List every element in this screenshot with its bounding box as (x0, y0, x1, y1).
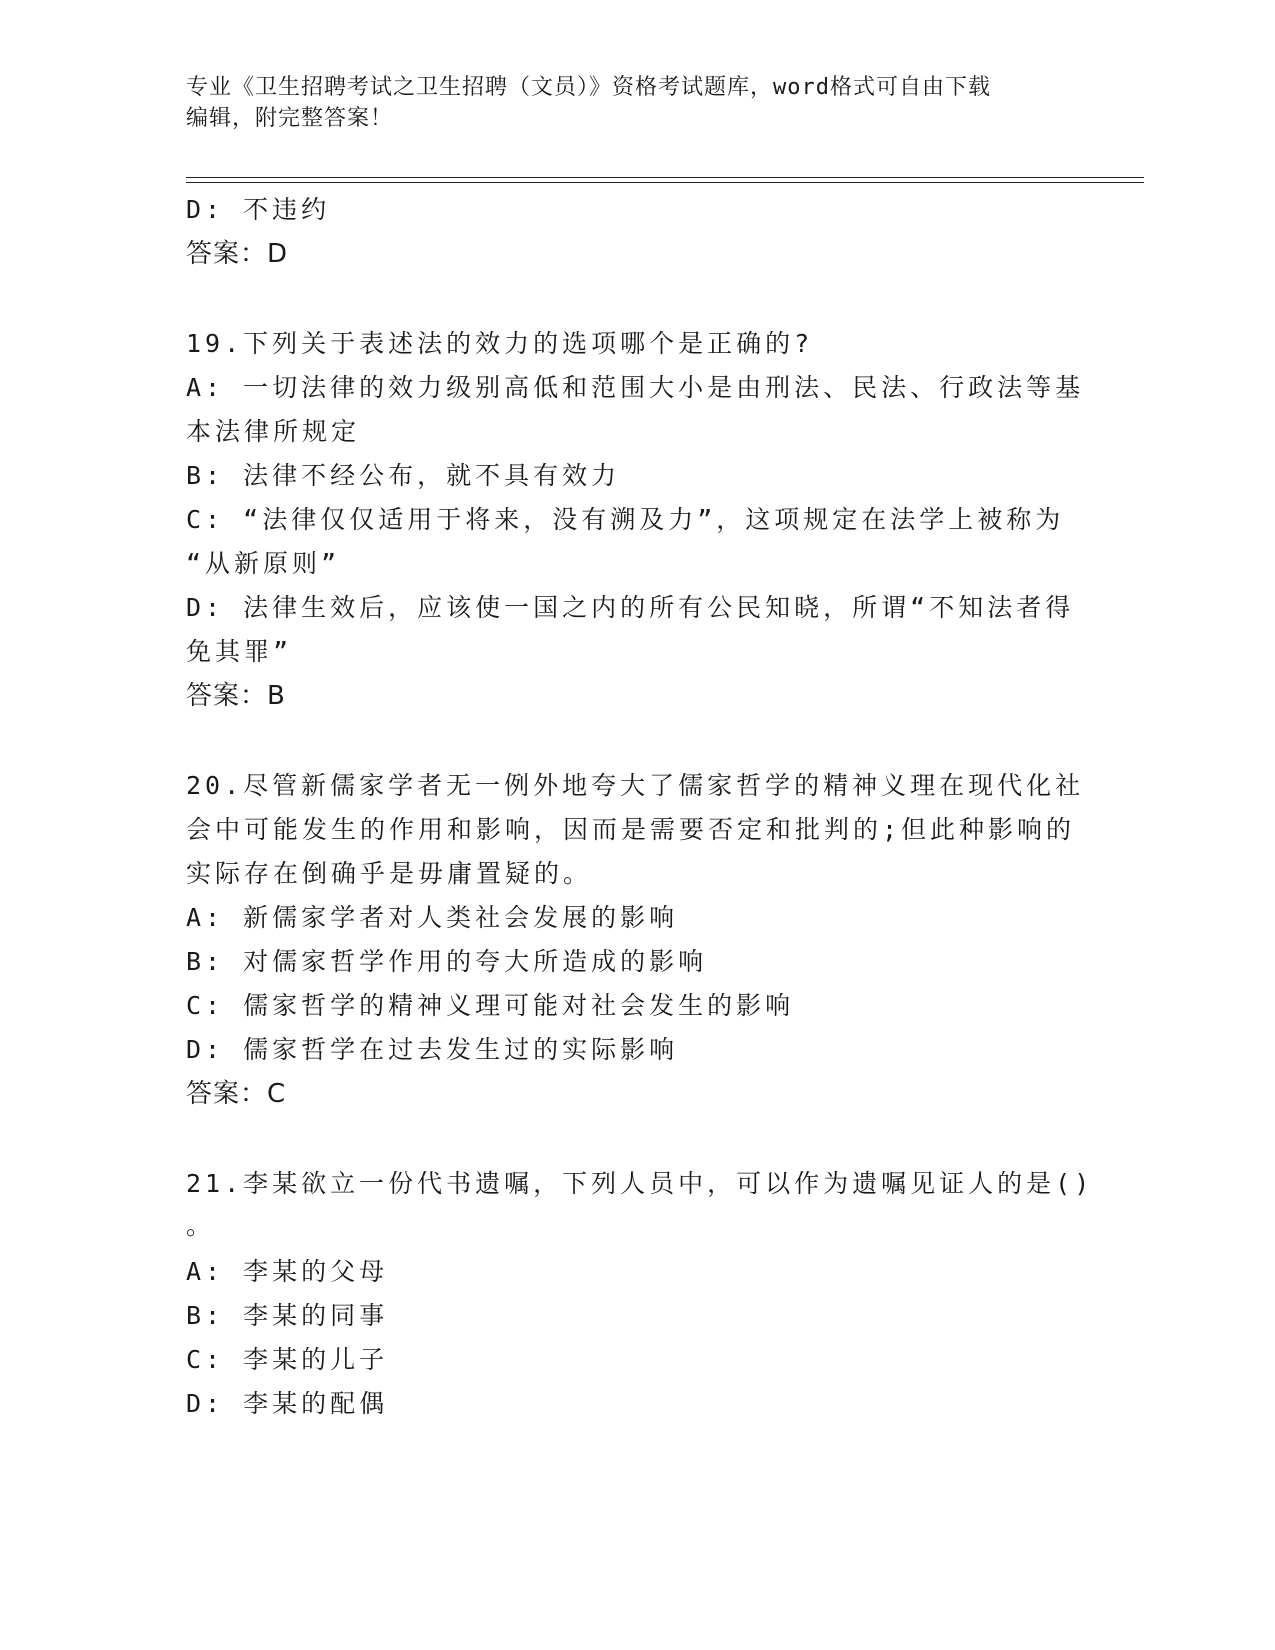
q18-answer: 答案：D (186, 239, 289, 269)
q19-option-d-line-2: 免其罪” (186, 637, 293, 666)
q19-stem: 19.下列关于表述法的效力的选项哪个是正确的? (186, 329, 814, 358)
header-line-1: 专业《卫生招聘考试之卫生招聘（文员）》资格考试题库，word格式可自由下载 (186, 75, 991, 100)
q19-option-a-line-2: 本法律所规定 (186, 417, 361, 446)
q20-option-d: D: 儒家哲学在过去发生过的实际影响 (186, 1035, 679, 1064)
q18-option-d: D: 不违约 (186, 195, 331, 224)
q19-option-d-line-1: D: 法律生效后，应该使一国之内的所有公民知晓，所谓“不知法者得 (186, 593, 1075, 622)
q19-answer: 答案：B (186, 681, 286, 711)
q20-stem-line-3: 实际存在倒确乎是毋庸置疑的。 (186, 859, 593, 888)
q20-option-c: C: 儒家哲学的精神义理可能对社会发生的影响 (186, 991, 795, 1020)
q20-stem-line-2: 会中可能发生的作用和影响，因而是需要否定和批判的;但此种影响的 (186, 815, 1076, 844)
q20-option-b: B: 对儒家哲学作用的夸大所造成的影响 (186, 947, 708, 976)
q21-option-d: D: 李某的配偶 (186, 1389, 389, 1418)
q20-answer: 答案：C (186, 1079, 287, 1109)
header-divider-bottom (186, 182, 1144, 183)
q19-option-a-line-1: A: 一切法律的效力级别高低和范围大小是由刑法、民法、行政法等基 (186, 373, 1085, 402)
q19-option-b: B: 法律不经公布，就不具有效力 (186, 461, 621, 490)
q21-option-c: C: 李某的儿子 (186, 1345, 389, 1374)
q21-option-a: A: 李某的父母 (186, 1257, 389, 1286)
q21-option-b: B: 李某的同事 (186, 1301, 389, 1330)
q20-stem-line-1: 20.尽管新儒家学者无一例外地夸大了儒家哲学的精神义理在现代化社 (186, 771, 1085, 800)
q19-option-c-line-2: “从新原则” (186, 549, 341, 578)
document-header (186, 72, 1086, 134)
q19-option-c-line-1: C: “法律仅仅适用于将来，没有溯及力”，这项规定在法学上被称为 (186, 505, 1065, 534)
q20-option-a: A: 新儒家学者对人类社会发展的影响 (186, 903, 679, 932)
q21-stem-line-2: 。 (186, 1211, 216, 1240)
header-divider-top (186, 177, 1144, 178)
header-line-2: 编辑，附完整答案！ (186, 106, 394, 131)
q21-stem-line-1: 21.李某欲立一份代书遗嘱，下列人员中，可以作为遗嘱见证人的是() (186, 1169, 1094, 1198)
